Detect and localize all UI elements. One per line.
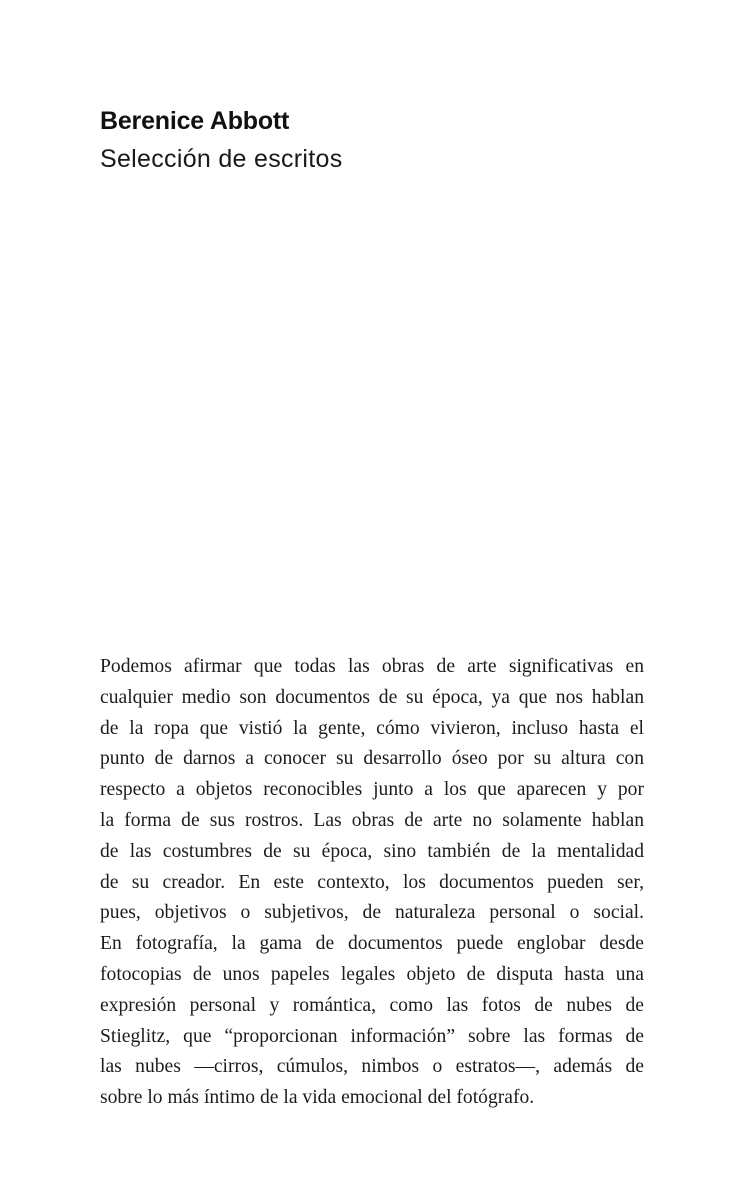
text-line: la forma de sus rostros. Las obras de arte no solamente hablan xyxy=(100,809,644,831)
text-line: expresión personal y romántica, como las fotos de nubes de xyxy=(100,994,644,1016)
text-line: Stieglitz, que “proporcionan información” sobre las formas de xyxy=(100,1025,644,1047)
body-paragraph xyxy=(100,652,644,1114)
text-line: sobre lo más íntimo de la vida emocional del fotógrafo. xyxy=(100,1087,535,1109)
author-name: Berenice Abbott xyxy=(100,107,290,135)
text-line: Podemos afirmar que todas las obras de arte significativas en xyxy=(100,656,644,677)
text-line: cualquier medio son documentos de su época, ya que nos hablan xyxy=(100,686,644,708)
book-title: Selección de escritos xyxy=(100,145,343,173)
text-line: de la ropa que vistió la gente, cómo vivieron, incluso hasta el xyxy=(100,717,644,739)
text-line: punto de darnos a conocer su desarrollo óseo por su altura con xyxy=(100,748,644,770)
title-block xyxy=(100,102,343,178)
text-line: pues, objetivos o subjetivos, de naturaleza personal o social. xyxy=(100,902,644,924)
text-line: En fotografía, la gama de documentos puede englobar desde xyxy=(100,933,644,955)
text-line: de su creador. En este contexto, los documentos pueden ser, xyxy=(100,871,644,893)
text-line: fotocopias de unos papeles legales objeto de disputa hasta una xyxy=(100,963,644,985)
text-line: de las costumbres de su época, sino también de la mentalidad xyxy=(100,840,644,862)
text-line: las nubes —cirros, cúmulos, nimbos o estratos—, además de xyxy=(100,1056,644,1078)
text-line: respecto a objetos reconocibles junto a los que aparecen y por xyxy=(100,779,644,801)
